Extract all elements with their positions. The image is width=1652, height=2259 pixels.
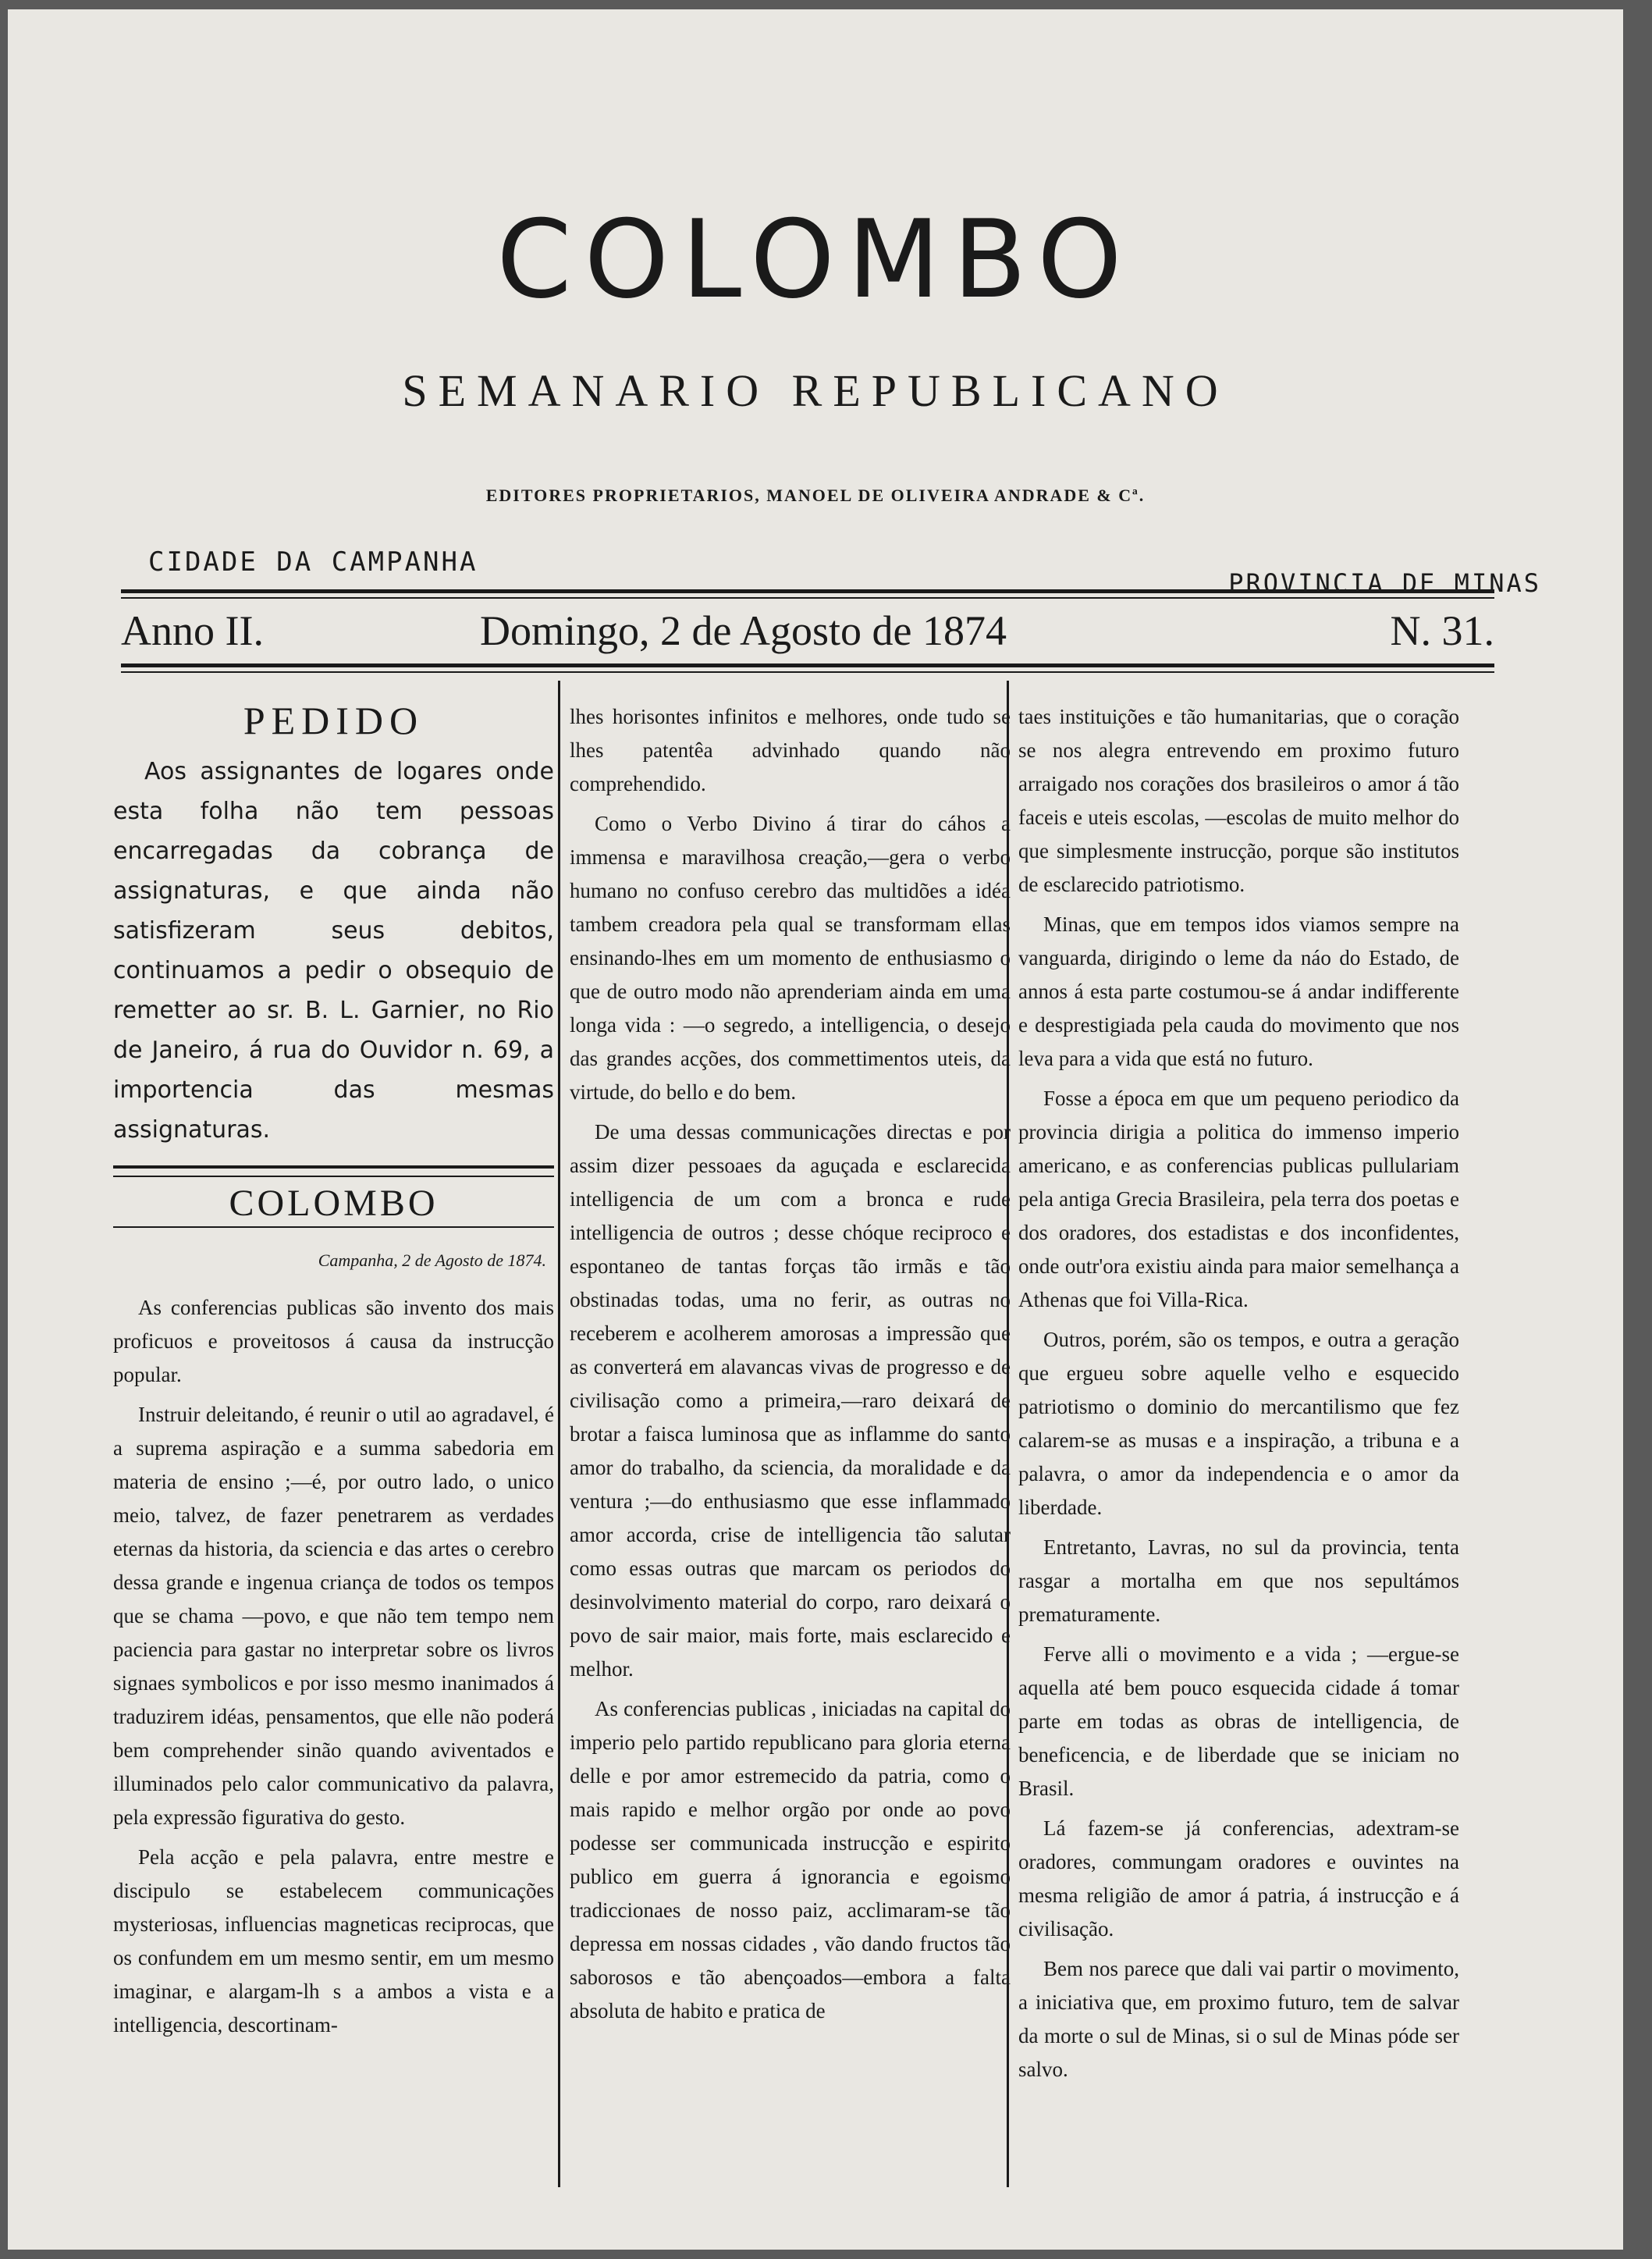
pedido-heading: PEDIDO bbox=[243, 699, 425, 742]
article-paragraph: Bem nos parece que dali vai partir o movimento, a iniciativa que, em proximo futuro, tem de salvar da morte o sul de Minas, si o sul de Minas póde ser salvo. bbox=[1018, 1957, 1459, 2081]
issue-year: Anno II. bbox=[121, 607, 264, 654]
masthead-rule-top bbox=[121, 589, 1494, 599]
section-rule bbox=[113, 1165, 554, 1177]
article-paragraph: De uma dessas communicações directas e por assim dizer pessoaes da aguçada e esclarecida intelligencia de um com a bronca e rude intelligencia de outros ; desse chóque reciproco e espontaneo de tantas forças tão irmãs e tão obstinadas todas, uma no ferir, as outras no receberem e acolherem amorosas a impressão que as converterá em alavancas vivas de progresso e de civilisação como a primeira,—raro deixará de brotar a faisca luminosa que as inflamme do santo amor do trabalho, da sciencia, da moralidade e da ventura ;—do enthusiasmo que esse inflammado amor accorda, crise de intelligencia tão salutar como essas outras que marcam os periodos do desinvolvimento material do corpo, raro deixará o povo de sair maior, mais forte, mais esclarecido e melhor. bbox=[570, 1120, 1011, 1681]
issue-line bbox=[121, 607, 1494, 661]
masthead-rule-bottom bbox=[121, 663, 1494, 673]
editors-line: EDITORES PROPRIETARIOS, MANOEL DE OLIVEIRA ANDRADE & Cª. bbox=[485, 486, 1146, 505]
pedido-text: Aos assignantes de logares onde esta folha não tem pessoas encarregadas da cobrança de assignaturas, e que ainda não satisfizeram seus debitos, continuamos a pedir o obsequio de remetter ao sr. B. L. Garnier, no Rio de Janeiro, á rua do Ouvidor n. 69, a importencia das mesmas assignaturas. bbox=[113, 758, 554, 1144]
article-paragraph: Entretanto, Lavras, no sul da provincia, tenta rasgar a mortalha em que nos sepultámos prematuramente. bbox=[1018, 1535, 1459, 1626]
issue-date: Domingo, 2 de Agosto de 1874 bbox=[480, 607, 1007, 654]
column-2 bbox=[570, 700, 1011, 2034]
column-3 bbox=[1018, 700, 1459, 2093]
article-paragraph: Instruir deleitando, é reunir o util ao agradavel, é a suprema aspiração e a summa sabedoria em materia de ensino ;—é, por outro lado, o unico meio, talvez, de fazer penetrarem as verdades eternas da historia, da sciencia e das artes o cerebro dessa grande e ingenua criança de todos os tempos que se chama —povo, e que não tem tempo nem paciencia para gastar no interpretar sobre os livros signaes symbolicos e por isso mesmo inanimados á traduzirem idéas, pensamentos, que elle não poderá bem comprehender sinão quando aviventados e illuminados pelo calor communicativo da palavra, pela expressão figurativa do gesto. bbox=[113, 1403, 554, 1829]
newspaper-title: COLOMBO bbox=[496, 197, 1135, 322]
article-paragraph: Como o Verbo Divino á tirar do cáhos a immensa e maravilhosa creação,—gera o verbo humano no confuso cerebro das multidões a idéa tambem creadora pela qual se transformam ellas ensinando-lhes em um momento de enthusiasmo o que de outro modo não aprenderiam ainda em uma longa vida : —o segredo, a intelligencia, o desejo das grandes acções, dos commettimentos uteis, da virtude, do bello e do bem. bbox=[570, 812, 1011, 1104]
article-paragraph: As conferencias publicas , iniciadas na capital do imperio pelo partido republicano para gloria eterna delle e por amor estremecido da patria, como o mais rapido e melhor orgão por onde ao povo podesse ser communicada instrucção e espirito publico em guerra á ignorancia e egoismo tradiccionaes de nosso paiz, acclimaram-se tão depressa em nossas cidades , vão dando fructos tão saborosos e tão abençoados—embora a falta absoluta de habito e pratica de bbox=[570, 1697, 1011, 2022]
article-paragraph: As conferencias publicas são invento dos mais proficuos e proveitosos á causa da instrucção popular. bbox=[113, 1296, 554, 1386]
pedido-notice bbox=[113, 752, 554, 1150]
article-paragraph: Pela acção e pela palavra, entre mestre e discipulo se estabelecem communicações mysteriosas, influencias magneticas reciprocas, que os confundem em um mesmo sentir, em um mesmo imaginar, e alargam-lh s a ambos a vista e a intelligencia, descortinam- bbox=[113, 1845, 554, 2037]
article-heading: COLOMBO bbox=[229, 1183, 439, 1224]
city-label: CIDADE DA CAMPANHA bbox=[148, 546, 478, 578]
article-paragraph: taes instituições e tão humanitarias, que o coração se nos alegra entrevendo em proximo futuro arraigado nos corações dos brasileiros o amor á tão faceis e uteis escolas, —escolas de muito melhor do que simplesmente instrucção, porque são institutos de esclarecido patriotismo. bbox=[1018, 705, 1459, 896]
masthead bbox=[8, 9, 1623, 688]
section-rule-thin bbox=[113, 1226, 554, 1228]
article-paragraph: Fosse a época em que um pequeno periodico da provincia dirigia a politica do immenso imperio americano, e as conferencias publicas pullulariam pela antiga Grecia Brasileira, pela terra dos poetas e dos oradores, dos estadistas e dos inconfidentes, onde outr'ora existiu ainda para maior semelhança a Athenas que foi Villa-Rica. bbox=[1018, 1087, 1459, 1311]
column-divider bbox=[558, 681, 560, 2187]
column-1 bbox=[113, 696, 554, 2048]
article-paragraph: Minas, que em tempos idos viamos sempre na vanguarda, dirigindo o leme da náo do Estado, de annos á esta parte costumou-se á andar indifferente e desprestigiada pela cauda do movimento que nos leva para a vida que está no futuro. bbox=[1018, 912, 1459, 1070]
article-paragraph: Lá fazem-se já conferencias, adextram-se oradores, commungam oradores e ouvintes na mesma religião de amor á patria, á instrucção e á civilisação. bbox=[1018, 1816, 1459, 1941]
article-paragraph: Outros, porém, são os tempos, e outra a geração que ergueu sobre aquelle velho e esquecido patriotismo o dominio do mercantilismo que fez calarem-se as musas e a inspiração, a tribuna e a palavra, o amor da independencia e o amor da liberdade. bbox=[1018, 1328, 1459, 1519]
issue-number: N. 31. bbox=[1390, 607, 1494, 654]
article-paragraph: Ferve alli o movimento e a vida ; —ergue-se aquella até bem pouco esquecida cidade á tomar parte em todas as obras de intelligencia, de beneficencia, e de liberdade que se iniciam no Brasil. bbox=[1018, 1642, 1459, 1800]
newspaper-page bbox=[8, 9, 1623, 2250]
article-dateline: Campanha, 2 de Agosto de 1874. bbox=[318, 1250, 546, 1270]
newspaper-subtitle: SEMANARIO REPUBLICANO bbox=[402, 365, 1229, 416]
province-label: PROVINCIA DE MINAS bbox=[1228, 568, 1541, 598]
article-paragraph: lhes horisontes infinitos e melhores, onde tudo se lhes patentêa advinhado quando não comprehendido. bbox=[570, 705, 1011, 795]
